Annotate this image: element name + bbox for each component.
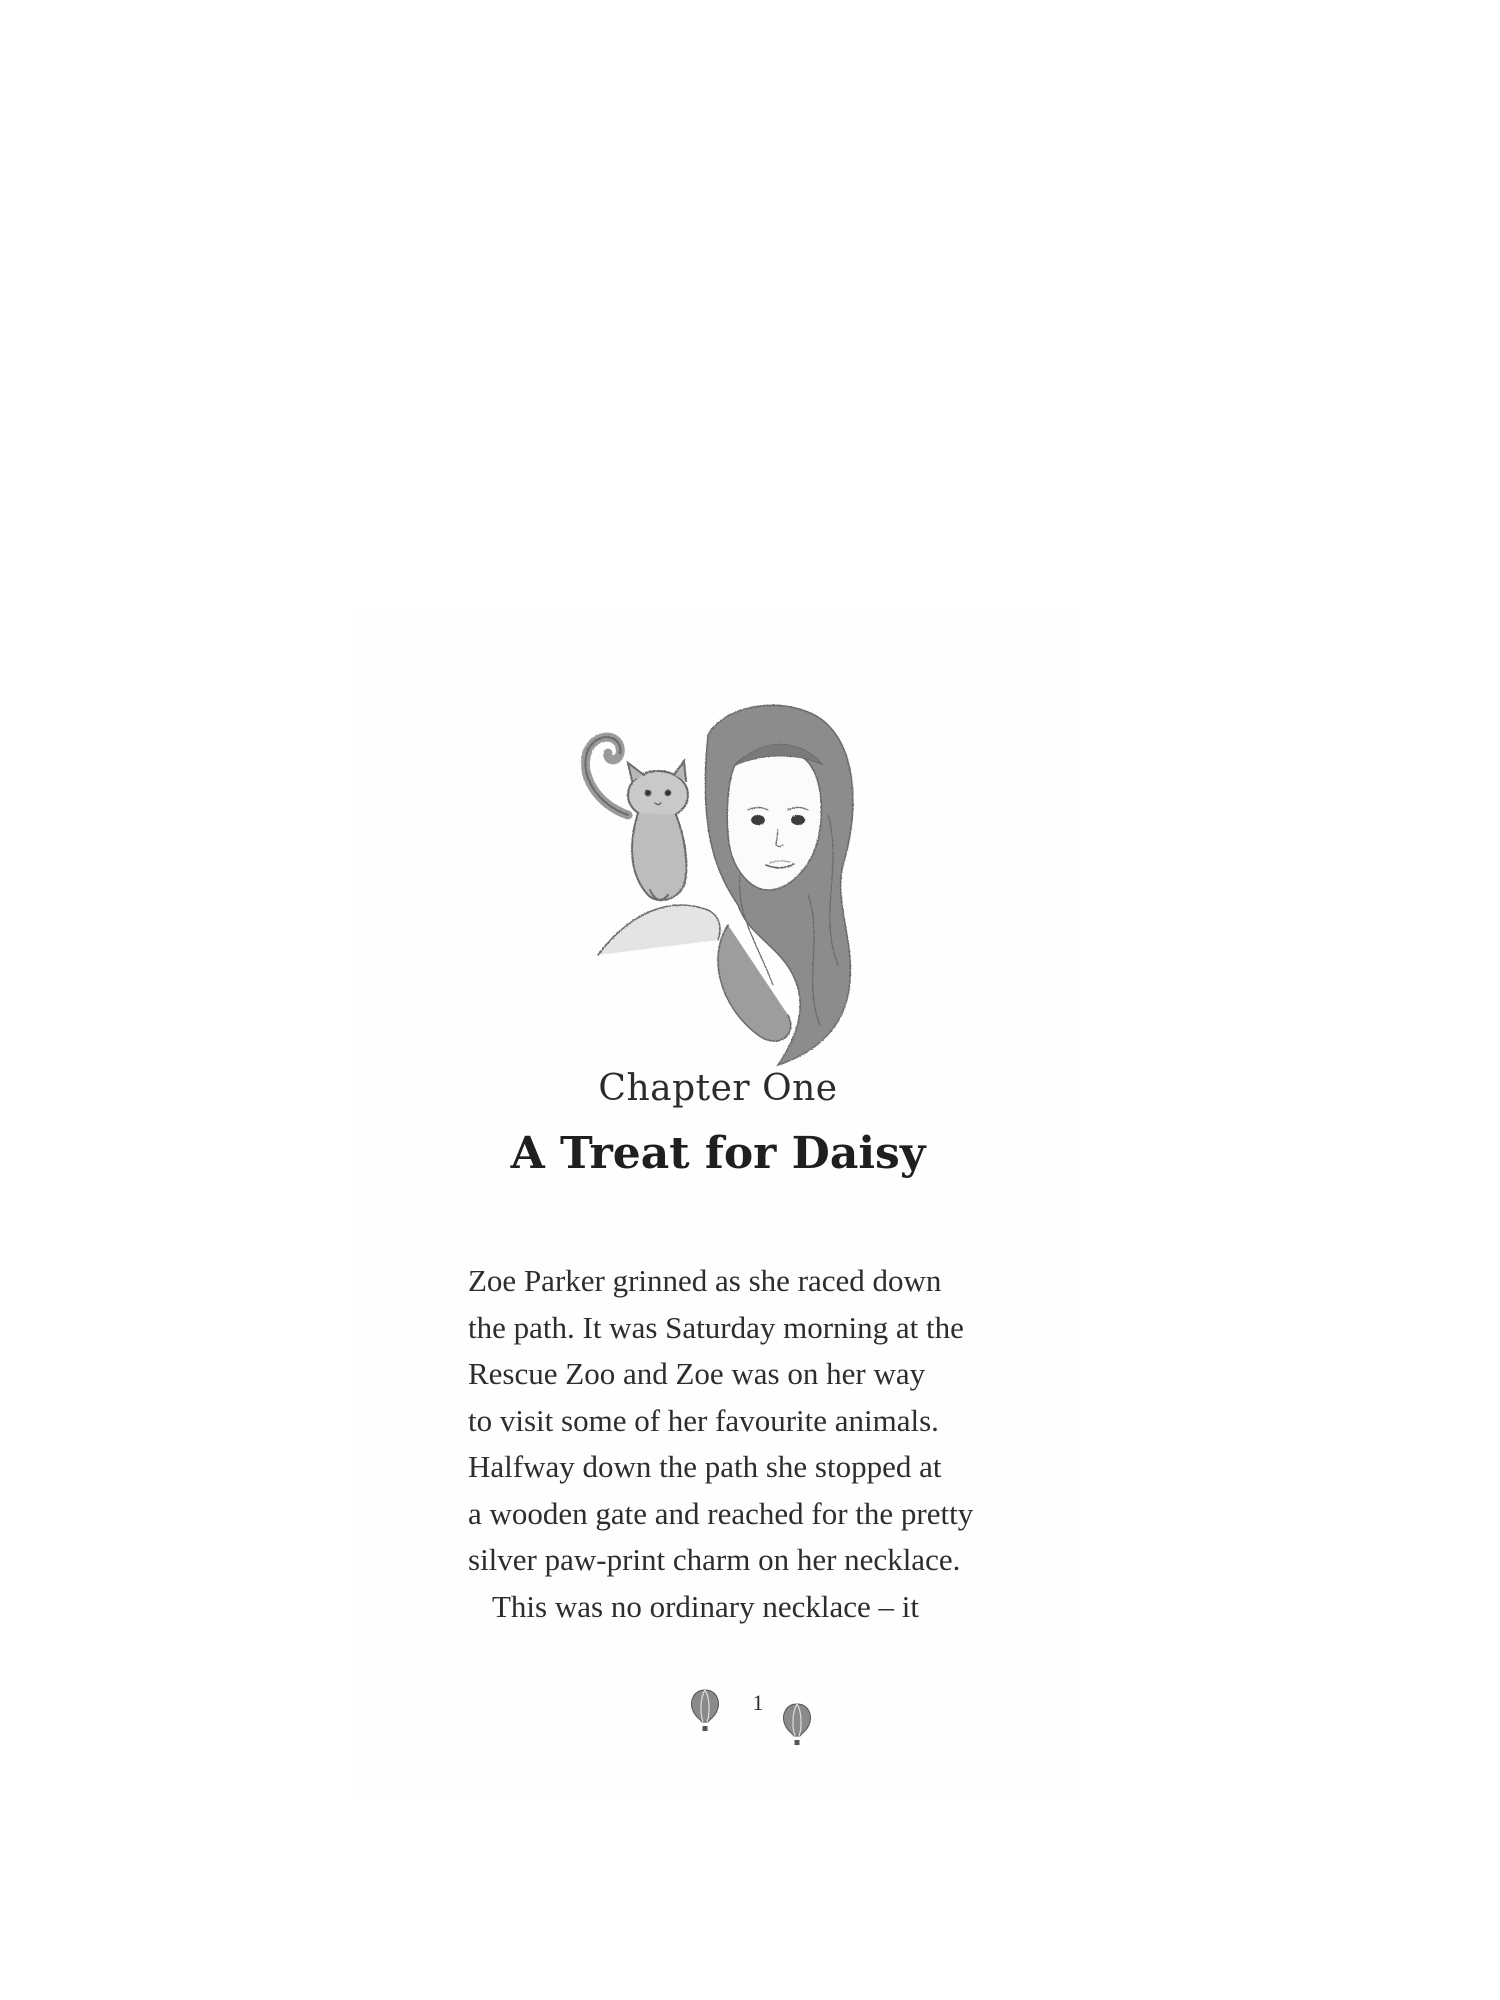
page-number: 1 <box>752 1690 764 1715</box>
body-line: the path. It was Saturday morning at the <box>468 1309 964 1345</box>
girl-with-lemur-sketch-icon <box>558 695 878 1075</box>
body-line: to visit some of her favourite animals. <box>468 1402 939 1438</box>
body-text <box>468 1258 1068 1630</box>
hot-air-balloon-icon <box>688 1688 722 1734</box>
body-line: a wooden gate and reached for the pretty <box>468 1495 974 1531</box>
body-line: Zoe Parker grinned as she raced down <box>468 1263 942 1298</box>
body-line: silver paw-print charm on her necklace. <box>468 1542 961 1577</box>
hot-air-balloon-icon <box>780 1702 814 1748</box>
chapter-label: Chapter One <box>598 1068 838 1109</box>
chapter-title: A Treat for Daisy <box>510 1128 926 1179</box>
body-line: This was no ordinary necklace – it <box>492 1588 919 1624</box>
page-footer <box>358 1688 1078 1748</box>
body-line: Rescue Zoo and Zoe was on her way <box>468 1356 926 1391</box>
body-line: Halfway down the path she stopped at <box>468 1449 942 1484</box>
book-page <box>358 610 1078 1800</box>
